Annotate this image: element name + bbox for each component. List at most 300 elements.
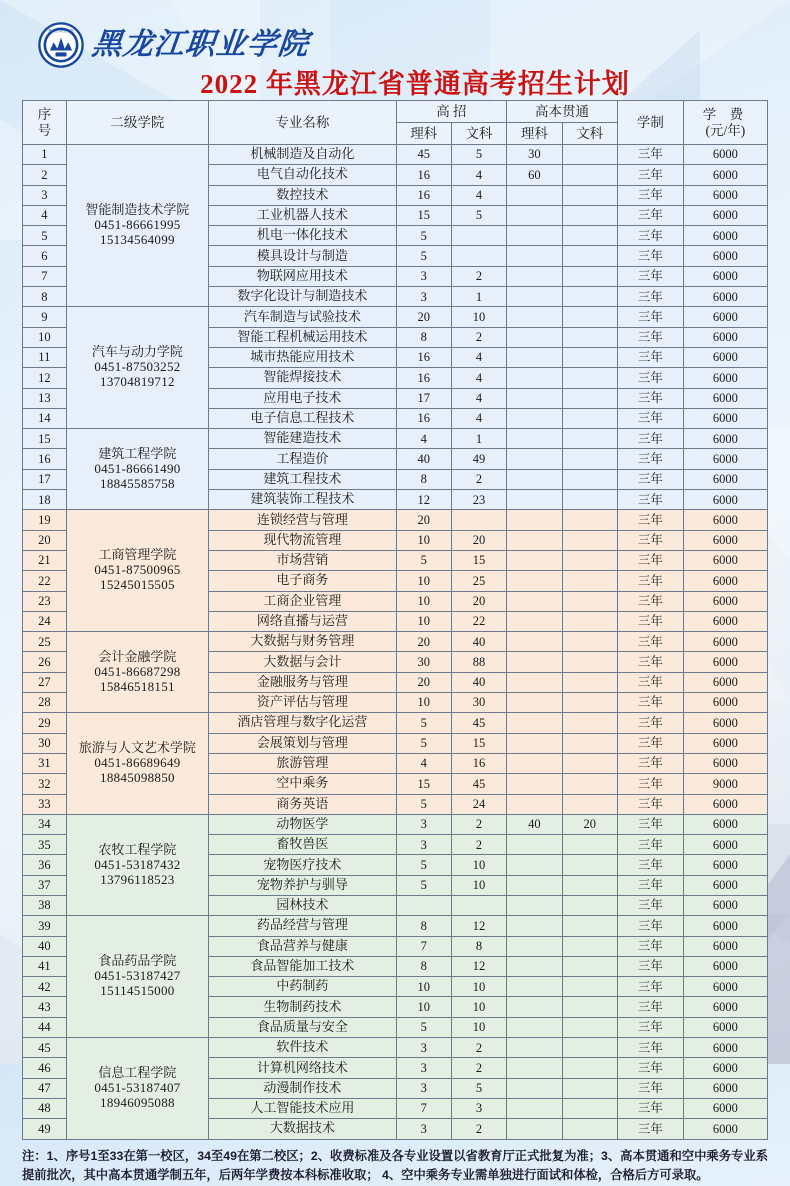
cell-system: 三年 [617,469,683,489]
cell-gaoben-science [507,774,562,794]
cell-gaozhao-science: 3 [396,814,451,834]
cell-gaozhao-science: 10 [396,977,451,997]
cell-major: 药品经营与管理 [209,916,396,936]
cell-fee: 6000 [683,287,767,307]
cell-gaoben-arts [562,855,617,875]
table-row [23,632,768,652]
cell-fee: 6000 [683,1119,767,1139]
cell-gaoben-science [507,693,562,713]
cell-seq: 28 [23,693,67,713]
cell-system: 三年 [617,956,683,976]
college-name: 智能制造技术学院 [85,202,190,218]
col-header-fee: 学 费 (元/年) [683,101,767,145]
cell-gaozhao-science: 7 [396,1098,451,1118]
col-header-system: 学制 [617,101,683,145]
cell-major: 现代物流管理 [209,530,396,550]
cell-major: 宠物医疗技术 [209,855,396,875]
cell-system: 三年 [617,693,683,713]
cell-system: 三年 [617,814,683,834]
cell-gaozhao-arts: 2 [451,469,506,489]
cell-gaozhao-science: 3 [396,1038,451,1058]
cell-gaoben-arts [562,226,617,246]
col-header-gaozhao-science: 理科 [396,123,451,145]
cell-gaozhao-science: 12 [396,490,451,510]
table-row [23,307,768,327]
cell-fee: 6000 [683,408,767,428]
cell-system: 三年 [617,205,683,225]
cell-gaozhao-arts: 15 [451,733,506,753]
college-phone-1: 0451-53187427 [94,968,181,984]
college-phone-2: 15134564099 [100,232,175,248]
cell-gaoben-science: 60 [507,165,562,185]
cell-system: 三年 [617,347,683,367]
cell-seq: 35 [23,835,67,855]
cell-system: 三年 [617,571,683,591]
table-row [23,510,768,530]
cell-major: 工程造价 [209,449,396,469]
table-row [23,814,768,834]
cell-gaoben-science [507,835,562,855]
cell-gaoben-arts [562,469,617,489]
cell-fee: 6000 [683,956,767,976]
college-phone-1: 0451-87503252 [94,359,181,375]
cell-system: 三年 [617,368,683,388]
cell-gaoben-science [507,368,562,388]
cell-major: 资产评估与管理 [209,693,396,713]
cell-gaoben-science [507,855,562,875]
cell-major: 智能工程机械运用技术 [209,327,396,347]
cell-gaoben-arts [562,875,617,895]
cell-fee: 6000 [683,388,767,408]
cell-gaozhao-arts: 3 [451,1098,506,1118]
cell-seq: 7 [23,266,67,286]
cell-seq: 26 [23,652,67,672]
cell-seq: 45 [23,1038,67,1058]
cell-gaoben-arts [562,266,617,286]
cell-gaoben-arts [562,287,617,307]
cell-gaoben-arts [562,713,617,733]
cell-gaozhao-science: 10 [396,611,451,631]
cell-gaoben-arts [562,550,617,570]
cell-gaoben-science [507,1017,562,1037]
cell-fee: 6000 [683,327,767,347]
cell-system: 三年 [617,855,683,875]
cell-system: 三年 [617,327,683,347]
cell-gaoben-arts [562,408,617,428]
cell-seq: 49 [23,1119,67,1139]
cell-fee: 6000 [683,814,767,834]
college-phone-1: 0451-86687298 [94,663,181,679]
cell-gaoben-science [507,307,562,327]
cell-gaozhao-arts: 4 [451,408,506,428]
cell-gaoben-science [507,956,562,976]
cell-gaozhao-science: 4 [396,429,451,449]
cell-gaozhao-arts: 2 [451,1058,506,1078]
college-phone-2: 18946095088 [100,1094,175,1110]
cell-gaoben-science [507,490,562,510]
cell-seq: 11 [23,347,67,367]
cell-gaoben-arts [562,936,617,956]
col-header-gaozhao-arts: 文科 [451,123,506,145]
cell-system: 三年 [617,611,683,631]
cell-fee: 6000 [683,165,767,185]
cell-gaozhao-arts: 12 [451,916,506,936]
cell-gaoben-science [507,1078,562,1098]
cell-gaoben-science [507,469,562,489]
footnote: 注：1、序号1至33在第一校区，34至49在第二校区；2、收费标准及各专业设置以省教育厅正式批复为准；3、高本贯通和空中乘务专业系提前批次，其中高本贯通学制五年，后两年学费按本科标准收取； 4、空中乘务专业需单独进行面试和体检，合格后方可录取。 [22,1148,768,1183]
cell-seq: 42 [23,977,67,997]
cell-major: 金融服务与管理 [209,672,396,692]
cell-gaoben-arts [562,591,617,611]
cell-gaozhao-arts: 45 [451,774,506,794]
cell-seq: 10 [23,327,67,347]
cell-gaoben-science [507,388,562,408]
college-phone-1: 0451-86661995 [94,217,181,233]
cell-gaoben-science [507,287,562,307]
college-phone-2: 18845585758 [100,475,175,491]
cell-gaozhao-science: 10 [396,997,451,1017]
college-name: 信息工程学院 [98,1064,177,1080]
cell-fee: 6000 [683,226,767,246]
cell-system: 三年 [617,835,683,855]
table-body [23,145,768,1140]
cell-major: 软件技术 [209,1038,396,1058]
cell-fee: 6000 [683,368,767,388]
cell-major: 动漫制作技术 [209,1078,396,1098]
cell-gaoben-arts [562,916,617,936]
cell-gaozhao-science: 7 [396,936,451,956]
cell-gaoben-science: 30 [507,145,562,165]
cell-gaozhao-science: 16 [396,185,451,205]
cell-seq: 8 [23,287,67,307]
cell-gaozhao-science: 5 [396,226,451,246]
cell-gaozhao-arts [451,895,506,915]
cell-gaoben-arts [562,956,617,976]
cell-fee: 6000 [683,753,767,773]
cell-system: 三年 [617,1098,683,1118]
cell-major: 数字化设计与制造技术 [209,287,396,307]
cell-seq: 40 [23,936,67,956]
cell-gaozhao-science: 8 [396,327,451,347]
cell-fee: 6000 [683,977,767,997]
cell-major: 电气自动化技术 [209,165,396,185]
cell-fee: 6000 [683,145,767,165]
cell-gaozhao-science: 20 [396,632,451,652]
cell-gaoben-science [507,530,562,550]
cell-fee: 6000 [683,1058,767,1078]
cell-gaoben-arts [562,794,617,814]
college-phone-2: 15114515000 [100,983,175,999]
cell-major: 空中乘务 [209,774,396,794]
cell-seq: 20 [23,530,67,550]
cell-gaoben-science [507,327,562,347]
cell-system: 三年 [617,145,683,165]
cell-gaoben-arts [562,530,617,550]
cell-gaozhao-arts: 10 [451,855,506,875]
college-name: 会计金融学院 [98,648,177,664]
cell-gaozhao-science: 8 [396,916,451,936]
cell-gaozhao-arts: 10 [451,307,506,327]
cell-fee: 6000 [683,591,767,611]
cell-fee: 6000 [683,510,767,530]
cell-fee: 6000 [683,185,767,205]
cell-gaoben-science [507,246,562,266]
cell-gaozhao-arts: 20 [451,591,506,611]
cell-college [66,429,209,510]
cell-gaozhao-science: 20 [396,672,451,692]
cell-gaozhao-science: 15 [396,205,451,225]
cell-fee: 6000 [683,530,767,550]
cell-system: 三年 [617,1058,683,1078]
cell-gaozhao-arts: 5 [451,205,506,225]
cell-gaoben-science: 40 [507,814,562,834]
college-name: 食品药品学院 [98,953,177,969]
cell-gaoben-arts [562,632,617,652]
cell-gaoben-science [507,1058,562,1078]
cell-gaozhao-science: 3 [396,1078,451,1098]
cell-gaoben-arts [562,347,617,367]
cell-seq: 12 [23,368,67,388]
cell-gaozhao-science: 3 [396,287,451,307]
cell-gaozhao-arts: 4 [451,368,506,388]
cell-gaozhao-arts: 10 [451,875,506,895]
cell-seq: 47 [23,1078,67,1098]
cell-major: 中药制药 [209,977,396,997]
cell-seq: 33 [23,794,67,814]
cell-major: 商务英语 [209,794,396,814]
cell-gaozhao-science: 5 [396,713,451,733]
cell-gaoben-science [507,429,562,449]
cell-system: 三年 [617,530,683,550]
cell-gaoben-science [507,652,562,672]
cell-seq: 36 [23,855,67,875]
cell-fee: 6000 [683,307,767,327]
cell-gaoben-science [507,408,562,428]
cell-fee: 6000 [683,835,767,855]
cell-system: 三年 [617,510,683,530]
cell-gaoben-science [507,347,562,367]
cell-gaoben-science [507,713,562,733]
cell-major: 智能建造技术 [209,429,396,449]
cell-gaoben-arts [562,997,617,1017]
cell-seq: 29 [23,713,67,733]
cell-college [66,916,209,1038]
cell-major: 大数据技术 [209,1119,396,1139]
cell-gaozhao-arts: 10 [451,977,506,997]
cell-gaoben-science [507,611,562,631]
cell-seq: 5 [23,226,67,246]
cell-major: 会展策划与管理 [209,733,396,753]
cell-gaoben-science [507,550,562,570]
cell-seq: 37 [23,875,67,895]
cell-fee: 6000 [683,1017,767,1037]
cell-system: 三年 [617,936,683,956]
cell-gaozhao-science: 8 [396,956,451,976]
cell-gaozhao-arts: 16 [451,753,506,773]
cell-system: 三年 [617,1017,683,1037]
cell-gaoben-science [507,936,562,956]
svg-text:黑龙江职业学院: 黑龙江职业学院 [48,29,74,34]
cell-major: 计算机网络技术 [209,1058,396,1078]
cell-major: 数控技术 [209,185,396,205]
cell-fee: 6000 [683,571,767,591]
cell-gaozhao-arts: 5 [451,145,506,165]
table-row [23,145,768,165]
college-phone-1: 0451-86689649 [94,755,181,771]
cell-seq: 14 [23,408,67,428]
cell-major: 酒店管理与数字化运营 [209,713,396,733]
cell-gaozhao-arts: 24 [451,794,506,814]
cell-seq: 22 [23,571,67,591]
cell-gaozhao-science: 8 [396,469,451,489]
cell-gaoben-arts [562,327,617,347]
cell-gaoben-science [507,449,562,469]
cell-gaoben-arts [562,693,617,713]
college-name: 工商管理学院 [98,547,177,563]
cell-gaozhao-science: 5 [396,855,451,875]
cell-major: 动物医学 [209,814,396,834]
cell-gaoben-science [507,571,562,591]
cell-gaoben-science [507,733,562,753]
cell-fee: 6000 [683,1078,767,1098]
cell-fee: 9000 [683,774,767,794]
cell-gaozhao-arts: 2 [451,814,506,834]
cell-system: 三年 [617,713,683,733]
col-header-major: 专业名称 [209,101,396,145]
page-header [0,0,790,100]
cell-gaoben-arts [562,368,617,388]
cell-seq: 44 [23,1017,67,1037]
cell-gaoben-science [507,916,562,936]
cell-system: 三年 [617,226,683,246]
cell-major: 汽车制造与试验技术 [209,307,396,327]
cell-college [66,632,209,713]
cell-major: 大数据与会计 [209,652,396,672]
college-phone-1: 0451-53187407 [94,1079,181,1095]
cell-system: 三年 [617,429,683,449]
cell-fee: 6000 [683,429,767,449]
cell-fee: 6000 [683,916,767,936]
cell-fee: 6000 [683,693,767,713]
cell-major: 建筑装饰工程技术 [209,490,396,510]
cell-seq: 32 [23,774,67,794]
cell-gaoben-science [507,1119,562,1139]
cell-seq: 18 [23,490,67,510]
cell-system: 三年 [617,916,683,936]
cell-major: 畜牧兽医 [209,835,396,855]
cell-gaoben-arts [562,753,617,773]
cell-gaozhao-arts: 1 [451,287,506,307]
cell-gaoben-arts [562,672,617,692]
cell-gaozhao-science: 5 [396,794,451,814]
cell-gaoben-arts [562,145,617,165]
cell-system: 三年 [617,977,683,997]
cell-gaozhao-arts: 25 [451,571,506,591]
cell-major: 城市热能应用技术 [209,347,396,367]
cell-fee: 6000 [683,266,767,286]
cell-gaoben-science [507,977,562,997]
cell-gaoben-arts [562,1017,617,1037]
cell-gaozhao-science: 16 [396,408,451,428]
cell-college [66,510,209,632]
cell-gaoben-science [507,1038,562,1058]
cell-major: 机械制造及自动化 [209,145,396,165]
cell-gaozhao-science: 10 [396,591,451,611]
cell-fee: 6000 [683,936,767,956]
cell-gaozhao-arts: 20 [451,530,506,550]
cell-major: 工商企业管理 [209,591,396,611]
cell-gaozhao-arts [451,226,506,246]
cell-college [66,713,209,814]
cell-system: 三年 [617,550,683,570]
cell-gaozhao-science: 5 [396,550,451,570]
table-row [23,713,768,733]
cell-fee: 6000 [683,611,767,631]
cell-gaozhao-arts: 49 [451,449,506,469]
cell-college [66,145,209,307]
cell-gaozhao-arts: 23 [451,490,506,510]
cell-major: 食品质量与安全 [209,1017,396,1037]
cell-major: 旅游管理 [209,753,396,773]
cell-gaoben-arts [562,774,617,794]
cell-gaozhao-arts: 10 [451,1017,506,1037]
cell-system: 三年 [617,875,683,895]
cell-gaozhao-arts: 2 [451,327,506,347]
col-header-gaoben-arts: 文科 [562,123,617,145]
cell-gaozhao-arts: 10 [451,997,506,1017]
cell-system: 三年 [617,794,683,814]
table-row [23,916,768,936]
cell-gaozhao-arts: 12 [451,956,506,976]
cell-gaozhao-science: 16 [396,165,451,185]
cell-fee: 6000 [683,246,767,266]
cell-fee: 6000 [683,490,767,510]
cell-college [66,814,209,915]
cell-system: 三年 [617,652,683,672]
cell-system: 三年 [617,287,683,307]
cell-major: 智能焊接技术 [209,368,396,388]
cell-seq: 41 [23,956,67,976]
cell-major: 生物制药技术 [209,997,396,1017]
cell-gaozhao-science: 10 [396,693,451,713]
cell-gaoben-science [507,997,562,1017]
cell-gaozhao-arts: 40 [451,632,506,652]
cell-seq: 2 [23,165,67,185]
cell-fee: 6000 [683,997,767,1017]
cell-fee: 6000 [683,794,767,814]
cell-major: 人工智能技术应用 [209,1098,396,1118]
cell-system: 三年 [617,408,683,428]
cell-seq: 46 [23,1058,67,1078]
cell-seq: 21 [23,550,67,570]
cell-gaozhao-science: 10 [396,530,451,550]
cell-fee: 6000 [683,855,767,875]
cell-gaoben-arts [562,611,617,631]
cell-system: 三年 [617,185,683,205]
cell-major: 应用电子技术 [209,388,396,408]
cell-system: 三年 [617,307,683,327]
cell-system: 三年 [617,774,683,794]
cell-gaoben-arts [562,1058,617,1078]
cell-seq: 25 [23,632,67,652]
cell-gaozhao-science: 20 [396,307,451,327]
cell-seq: 23 [23,591,67,611]
cell-gaoben-science [507,632,562,652]
cell-gaozhao-arts: 2 [451,1119,506,1139]
cell-seq: 43 [23,997,67,1017]
cell-system: 三年 [617,388,683,408]
cell-gaoben-science [507,672,562,692]
